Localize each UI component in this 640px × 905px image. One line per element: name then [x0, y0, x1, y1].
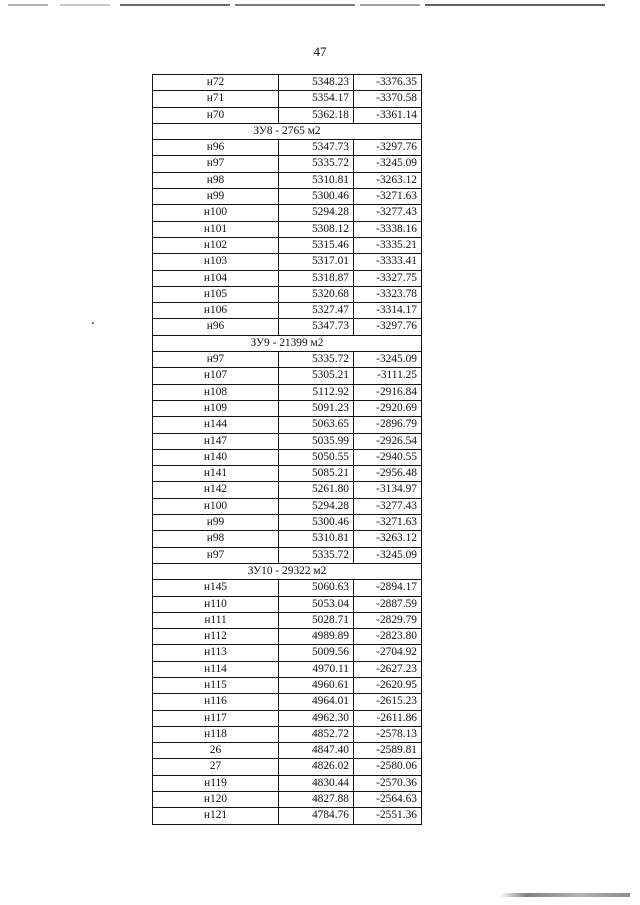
y-coordinate-cell: -3297.76 [354, 319, 422, 335]
scan-speck [92, 322, 94, 324]
y-coordinate-cell: -3338.16 [354, 221, 422, 237]
point-id-cell: н101 [153, 221, 279, 237]
table-row [153, 547, 422, 563]
table-row [153, 319, 422, 335]
point-id-cell: н120 [153, 792, 279, 808]
point-id-cell: н111 [153, 612, 279, 628]
table-row [153, 531, 422, 547]
point-id-cell: н114 [153, 661, 279, 677]
x-coordinate-cell: 4826.02 [279, 759, 354, 775]
table-row [153, 482, 422, 498]
scan-streak [425, 4, 605, 6]
table-row [153, 254, 422, 270]
x-coordinate-cell: 5308.12 [279, 221, 354, 237]
y-coordinate-cell: -3271.63 [354, 189, 422, 205]
y-coordinate-cell: -3297.76 [354, 140, 422, 156]
x-coordinate-cell: 5085.21 [279, 466, 354, 482]
section-header-row [153, 335, 422, 351]
x-coordinate-cell: 5305.21 [279, 368, 354, 384]
point-id-cell: н117 [153, 710, 279, 726]
point-id-cell: н109 [153, 400, 279, 416]
table-row [153, 612, 422, 628]
point-id-cell: н70 [153, 107, 279, 123]
x-coordinate-cell: 5310.81 [279, 531, 354, 547]
x-coordinate-cell: 4960.61 [279, 677, 354, 693]
x-coordinate-cell: 4970.11 [279, 661, 354, 677]
table-row [153, 677, 422, 693]
table-row [153, 596, 422, 612]
y-coordinate-cell: -2589.81 [354, 743, 422, 759]
table-row [153, 726, 422, 742]
page-number: 47 [313, 44, 327, 59]
point-id-cell: н121 [153, 808, 279, 824]
table-row [153, 580, 422, 596]
x-coordinate-cell: 5315.46 [279, 237, 354, 253]
table-row [153, 808, 422, 824]
point-id-cell: н72 [153, 75, 279, 91]
y-coordinate-cell: -2823.80 [354, 629, 422, 645]
y-coordinate-cell: -2704.92 [354, 645, 422, 661]
section-title: ЗУ10 - 29322 м2 [153, 563, 422, 579]
y-coordinate-cell: -2916.84 [354, 384, 422, 400]
point-id-cell: н100 [153, 498, 279, 514]
y-coordinate-cell: -2829.79 [354, 612, 422, 628]
x-coordinate-cell: 5317.01 [279, 254, 354, 270]
x-coordinate-cell: 4964.01 [279, 694, 354, 710]
point-id-cell: н96 [153, 140, 279, 156]
x-coordinate-cell: 4827.88 [279, 792, 354, 808]
x-coordinate-cell: 5294.28 [279, 498, 354, 514]
table-row [153, 466, 422, 482]
x-coordinate-cell: 5112.92 [279, 384, 354, 400]
point-id-cell: 26 [153, 743, 279, 759]
scan-streak [235, 4, 355, 6]
y-coordinate-cell: -3134.97 [354, 482, 422, 498]
y-coordinate-cell: -3271.63 [354, 515, 422, 531]
point-id-cell: н97 [153, 547, 279, 563]
point-id-cell: н140 [153, 449, 279, 465]
point-id-cell: н96 [153, 319, 279, 335]
table-row [153, 710, 422, 726]
section-title: ЗУ9 - 21399 м2 [153, 335, 422, 351]
point-id-cell: н97 [153, 352, 279, 368]
x-coordinate-cell: 4989.89 [279, 629, 354, 645]
x-coordinate-cell: 5035.99 [279, 433, 354, 449]
x-coordinate-cell: 5362.18 [279, 107, 354, 123]
y-coordinate-cell: -2615.23 [354, 694, 422, 710]
x-coordinate-cell: 5300.46 [279, 189, 354, 205]
y-coordinate-cell: -2894.17 [354, 580, 422, 596]
y-coordinate-cell: -3333.41 [354, 254, 422, 270]
point-id-cell: н99 [153, 189, 279, 205]
y-coordinate-cell: -3245.09 [354, 547, 422, 563]
y-coordinate-cell: -3370.58 [354, 91, 422, 107]
point-id-cell: н71 [153, 91, 279, 107]
x-coordinate-cell: 5310.81 [279, 172, 354, 188]
table-row [153, 156, 422, 172]
point-id-cell: н116 [153, 694, 279, 710]
section-header-row [153, 563, 422, 579]
y-coordinate-cell: -2920.69 [354, 400, 422, 416]
point-id-cell: н104 [153, 270, 279, 286]
x-coordinate-cell: 5335.72 [279, 352, 354, 368]
y-coordinate-cell: -2580.06 [354, 759, 422, 775]
table-row [153, 384, 422, 400]
point-id-cell: н98 [153, 531, 279, 547]
table-row [153, 189, 422, 205]
scan-artifact-bottom [500, 893, 630, 897]
coordinates-table-body [153, 75, 422, 825]
y-coordinate-cell: -2564.63 [354, 792, 422, 808]
point-id-cell: н110 [153, 596, 279, 612]
y-coordinate-cell: -2926.54 [354, 433, 422, 449]
x-coordinate-cell: 5354.17 [279, 91, 354, 107]
y-coordinate-cell: -3277.43 [354, 498, 422, 514]
x-coordinate-cell: 5320.68 [279, 286, 354, 302]
point-id-cell: н112 [153, 629, 279, 645]
table-row [153, 107, 422, 123]
x-coordinate-cell: 5347.73 [279, 319, 354, 335]
point-id-cell: н103 [153, 254, 279, 270]
x-coordinate-cell: 5261.80 [279, 482, 354, 498]
x-coordinate-cell: 5091.23 [279, 400, 354, 416]
coordinates-table [152, 74, 422, 825]
table-row [153, 172, 422, 188]
y-coordinate-cell: -2578.13 [354, 726, 422, 742]
x-coordinate-cell: 5327.47 [279, 303, 354, 319]
point-id-cell: н98 [153, 172, 279, 188]
table-row [153, 629, 422, 645]
x-coordinate-cell: 5009.56 [279, 645, 354, 661]
point-id-cell: н105 [153, 286, 279, 302]
y-coordinate-cell: -3111.25 [354, 368, 422, 384]
x-coordinate-cell: 4847.40 [279, 743, 354, 759]
y-coordinate-cell: -3263.12 [354, 531, 422, 547]
x-coordinate-cell: 5050.55 [279, 449, 354, 465]
point-id-cell: н144 [153, 417, 279, 433]
y-coordinate-cell: -2896.79 [354, 417, 422, 433]
table-row [153, 270, 422, 286]
scan-artifact-top [0, 0, 640, 12]
y-coordinate-cell: -3245.09 [354, 352, 422, 368]
y-coordinate-cell: -2887.59 [354, 596, 422, 612]
y-coordinate-cell: -3245.09 [354, 156, 422, 172]
point-id-cell: 27 [153, 759, 279, 775]
point-id-cell: н108 [153, 384, 279, 400]
x-coordinate-cell: 5347.73 [279, 140, 354, 156]
y-coordinate-cell: -2620.95 [354, 677, 422, 693]
table-row [153, 352, 422, 368]
table-row [153, 792, 422, 808]
y-coordinate-cell: -3323.78 [354, 286, 422, 302]
y-coordinate-cell: -3361.14 [354, 107, 422, 123]
y-coordinate-cell: -3335.21 [354, 237, 422, 253]
point-id-cell: н97 [153, 156, 279, 172]
x-coordinate-cell: 5335.72 [279, 156, 354, 172]
point-id-cell: н113 [153, 645, 279, 661]
table-row [153, 221, 422, 237]
y-coordinate-cell: -3263.12 [354, 172, 422, 188]
y-coordinate-cell: -3376.35 [354, 75, 422, 91]
table-row [153, 140, 422, 156]
x-coordinate-cell: 4830.44 [279, 775, 354, 791]
point-id-cell: н119 [153, 775, 279, 791]
point-id-cell: н115 [153, 677, 279, 693]
point-id-cell: н102 [153, 237, 279, 253]
x-coordinate-cell: 5053.04 [279, 596, 354, 612]
table-row [153, 303, 422, 319]
point-id-cell: н145 [153, 580, 279, 596]
y-coordinate-cell: -3277.43 [354, 205, 422, 221]
table-row [153, 449, 422, 465]
y-coordinate-cell: -2940.55 [354, 449, 422, 465]
table-row [153, 661, 422, 677]
point-id-cell: н106 [153, 303, 279, 319]
x-coordinate-cell: 5060.63 [279, 580, 354, 596]
y-coordinate-cell: -3314.17 [354, 303, 422, 319]
table-row [153, 515, 422, 531]
table-row [153, 417, 422, 433]
table-row [153, 759, 422, 775]
scan-streak [360, 4, 420, 6]
table-row [153, 205, 422, 221]
point-id-cell: н100 [153, 205, 279, 221]
table-row [153, 498, 422, 514]
point-id-cell: н107 [153, 368, 279, 384]
point-id-cell: н118 [153, 726, 279, 742]
table-row [153, 433, 422, 449]
table-row [153, 237, 422, 253]
x-coordinate-cell: 4962.30 [279, 710, 354, 726]
y-coordinate-cell: -2611.86 [354, 710, 422, 726]
x-coordinate-cell: 5294.28 [279, 205, 354, 221]
x-coordinate-cell: 4852.72 [279, 726, 354, 742]
x-coordinate-cell: 5300.46 [279, 515, 354, 531]
x-coordinate-cell: 5063.65 [279, 417, 354, 433]
table-row [153, 368, 422, 384]
y-coordinate-cell: -2551.36 [354, 808, 422, 824]
table-row [153, 694, 422, 710]
point-id-cell: н142 [153, 482, 279, 498]
table-row [153, 91, 422, 107]
y-coordinate-cell: -3327.75 [354, 270, 422, 286]
scan-streak [120, 4, 230, 6]
x-coordinate-cell: 5348.23 [279, 75, 354, 91]
table-row [153, 286, 422, 302]
x-coordinate-cell: 5335.72 [279, 547, 354, 563]
y-coordinate-cell: -2627.23 [354, 661, 422, 677]
point-id-cell: н99 [153, 515, 279, 531]
x-coordinate-cell: 5028.71 [279, 612, 354, 628]
table-row [153, 400, 422, 416]
y-coordinate-cell: -2956.48 [354, 466, 422, 482]
table-row [153, 75, 422, 91]
section-header-row [153, 123, 422, 139]
table-row [153, 743, 422, 759]
y-coordinate-cell: -2570.36 [354, 775, 422, 791]
x-coordinate-cell: 4784.76 [279, 808, 354, 824]
scan-streak [60, 4, 110, 6]
scan-streak [8, 4, 48, 6]
table-row [153, 775, 422, 791]
table-row [153, 645, 422, 661]
x-coordinate-cell: 5318.87 [279, 270, 354, 286]
point-id-cell: н141 [153, 466, 279, 482]
section-title: ЗУ8 - 2765 м2 [153, 123, 422, 139]
point-id-cell: н147 [153, 433, 279, 449]
